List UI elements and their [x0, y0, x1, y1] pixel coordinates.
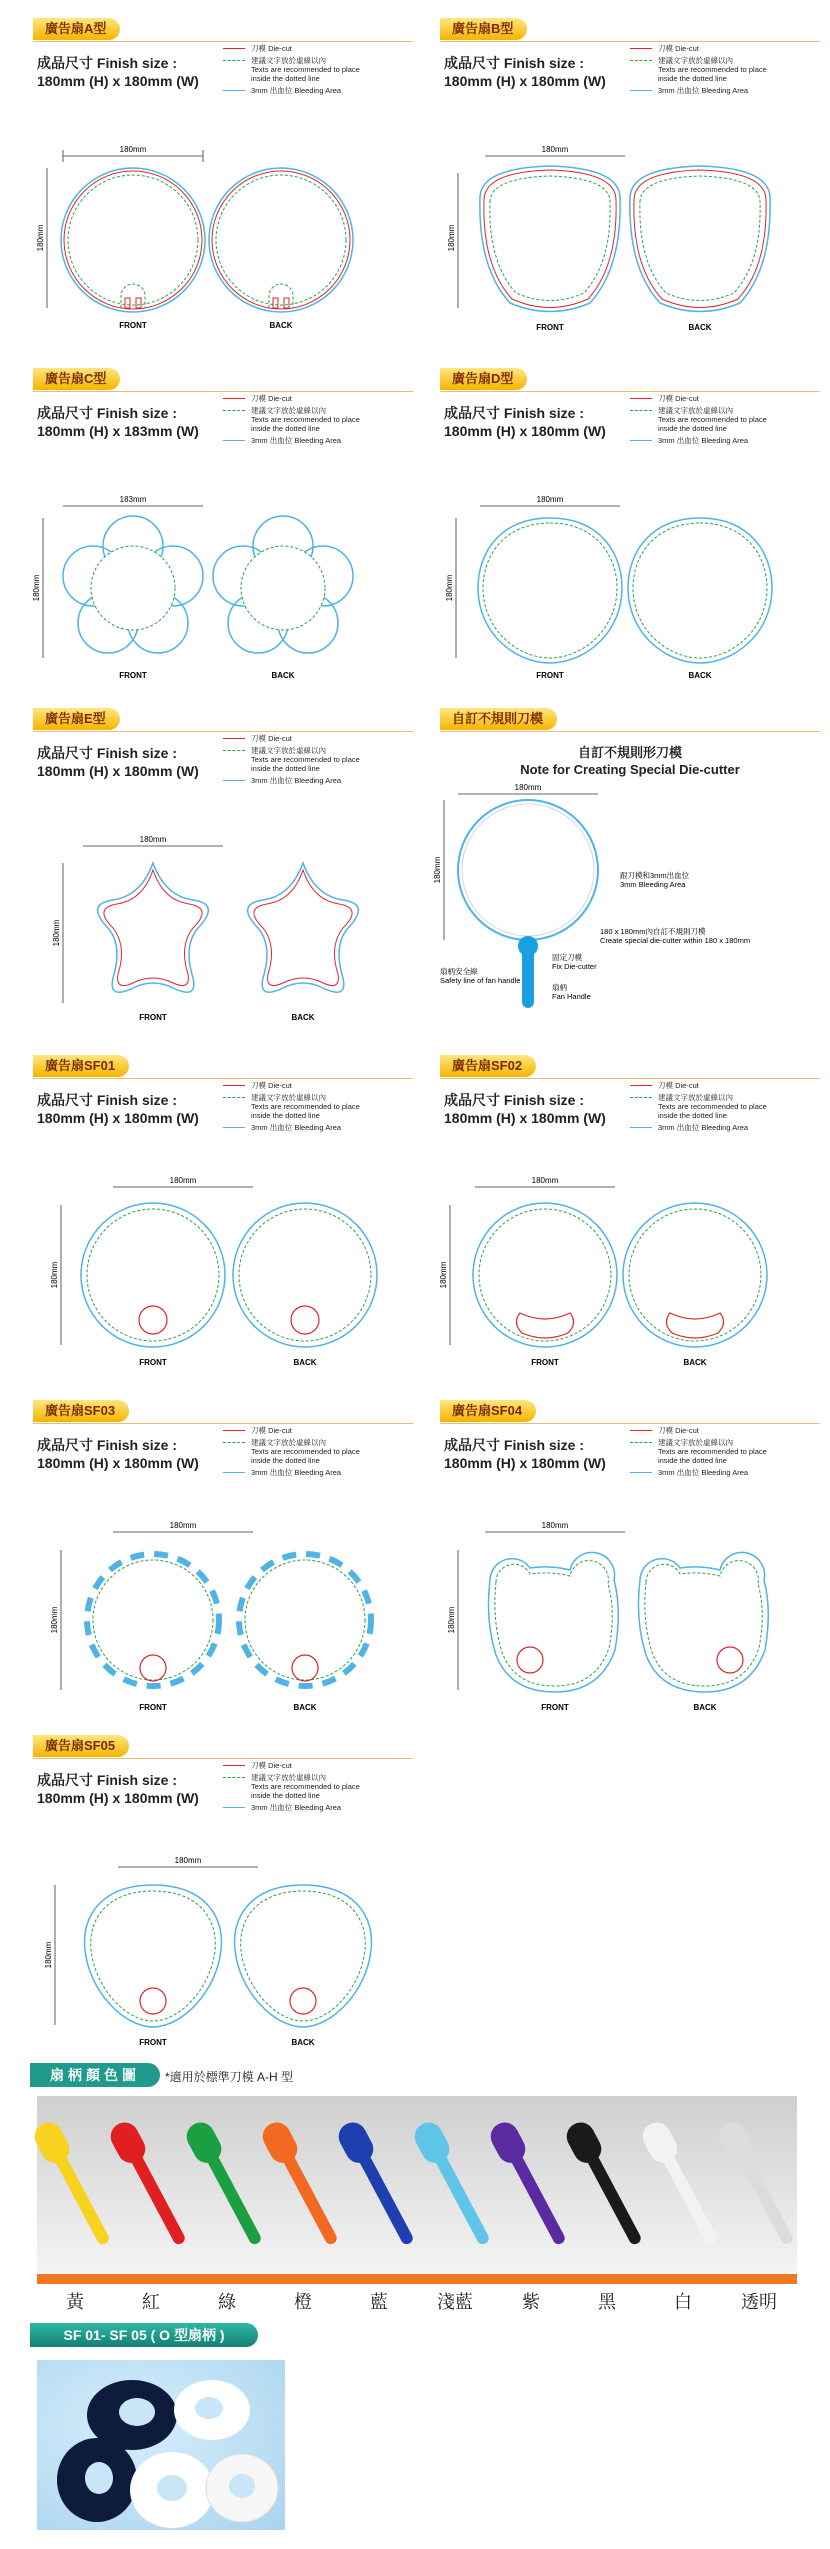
handle-colors-photo: [37, 2096, 797, 2274]
handle-swatch: [638, 2118, 726, 2250]
svg-text:180mm: 180mm: [536, 495, 564, 504]
svg-text:3mm Bleeding Area: 3mm Bleeding Area: [620, 880, 686, 889]
sf-handles-photo: [37, 2360, 285, 2530]
svg-text:Safety line of fan handle: Safety line of fan handle: [440, 976, 521, 985]
svg-text:BACK: BACK: [683, 1358, 707, 1367]
handle-swatch: [486, 2118, 574, 2250]
svg-text:180mm: 180mm: [36, 224, 45, 252]
legend: 刀模 Die-cut 建議文字放於虛線以內 Texts are recommended to place inside the dotted line 3mm 出血位 Bleeding Area: [223, 1761, 423, 1815]
svg-text:180mm: 180mm: [52, 919, 61, 947]
handle-color-label: 紅: [142, 2292, 160, 2312]
sf-handles-title: SF 01- SF 05 ( O 型扇柄 ): [30, 2323, 258, 2347]
handle-color-label: 橙: [294, 2292, 312, 2312]
diagram-a: [33, 88, 423, 353]
legend: 刀模 Die-cut 建議文字放於虛線以內 Texts are recommended to place inside the dotted line 3mm 出血位 Bleeding Area: [223, 1426, 423, 1480]
svg-text:180mm: 180mm: [514, 783, 542, 792]
panel-title: 廣告扇SF05: [33, 1735, 129, 1757]
finish-size: 成品尺寸 Finish size : 180mm (H) x 180mm (W): [444, 55, 606, 89]
finish-size: 成品尺寸 Finish size : 180mm (H) x 180mm (W): [37, 1772, 199, 1806]
svg-text:BACK: BACK: [269, 321, 293, 330]
handle-colors-note: *適用於標準刀模 A-H 型: [165, 2070, 294, 2084]
svg-text:180mm: 180mm: [50, 1606, 59, 1634]
svg-text:180mm: 180mm: [531, 1176, 559, 1185]
svg-text:BACK: BACK: [271, 671, 295, 680]
svg-text:FRONT: FRONT: [139, 1703, 167, 1712]
svg-text:180mm: 180mm: [433, 856, 442, 884]
legend: 刀模 Die-cut 建議文字放於虛線以內 Texts are recommended to place inside the dotted line 3mm 出血位 Bleeding Area: [630, 1081, 830, 1135]
handle-swatch: [410, 2118, 498, 2250]
svg-text:BACK: BACK: [693, 1703, 717, 1712]
panel-special-diecut: [433, 708, 830, 1048]
panel-title: 廣告扇C型: [33, 368, 120, 390]
legend: 刀模 Die-cut 建議文字放於虛線以內 Texts are recommended to place inside the dotted line 3mm 出血位 Bleeding Area: [630, 1426, 830, 1480]
diagram-sf05: [33, 1805, 423, 2070]
panel-fan-a: [33, 18, 423, 358]
finish-size: 成品尺寸 Finish size : 180mm (H) x 180mm (W): [37, 1437, 199, 1471]
legend: 刀模 Die-cut 建議文字放於虛線以內 Texts are recommended to place inside the dotted line 3mm 出血位 Bleeding Area: [223, 394, 423, 448]
handle-swatch: [562, 2118, 650, 2250]
panel-fan-e: [33, 708, 423, 1048]
panel-title: 廣告扇B型: [440, 18, 527, 40]
svg-text:180mm: 180mm: [541, 145, 569, 154]
svg-text:Create special die-cutter with: Create special die-cutter within 180 x 180mm: [600, 936, 751, 945]
handle-colors-title: 扇柄顏色圖: [30, 2063, 160, 2087]
svg-text:180mm: 180mm: [447, 1606, 456, 1634]
svg-text:FRONT: FRONT: [536, 671, 564, 680]
svg-text:180mm: 180mm: [169, 1176, 197, 1185]
svg-text:180mm: 180mm: [169, 1521, 197, 1530]
handle-swatch: [258, 2118, 346, 2250]
svg-text:BACK: BACK: [688, 323, 712, 332]
panel-fan-sf03: [33, 1400, 423, 1740]
svg-text:BACK: BACK: [293, 1358, 317, 1367]
panel-fan-c: [33, 368, 423, 708]
svg-text:FRONT: FRONT: [531, 1358, 559, 1367]
finish-size: 成品尺寸 Finish size : 180mm (H) x 180mm (W): [444, 405, 606, 439]
finish-size: 成品尺寸 Finish size : 180mm (H) x 180mm (W): [444, 1437, 606, 1471]
panel-title: 廣告扇SF04: [440, 1400, 536, 1422]
svg-text:180mm: 180mm: [44, 1941, 53, 1969]
handle-swatch: [106, 2118, 194, 2250]
orange-divider: [37, 2274, 797, 2284]
panel-fan-sf04: [440, 1400, 830, 1740]
handle-color-label: 綠: [218, 2292, 236, 2312]
svg-text:FRONT: FRONT: [139, 1358, 167, 1367]
handle-swatch: [182, 2118, 270, 2250]
finish-size: 成品尺寸 Finish size : 180mm (H) x 180mm (W): [37, 1092, 199, 1126]
panel-fan-sf01: [33, 1055, 423, 1395]
svg-text:FRONT: FRONT: [119, 671, 147, 680]
panel-fan-sf05: [33, 1735, 423, 2075]
svg-text:180mm: 180mm: [50, 1261, 59, 1289]
svg-text:180mm: 180mm: [445, 574, 454, 602]
diagram-sf01: [33, 1125, 423, 1390]
panel-fan-d: [440, 368, 830, 708]
legend: 刀模 Die-cut 建議文字放於虛線以內 Texts are recommended to place inside the dotted line 3mm 出血位 Bleeding Area: [223, 44, 423, 98]
svg-text:BACK: BACK: [291, 2038, 315, 2047]
diagram-d: [440, 438, 830, 703]
diagram-c: [33, 438, 423, 703]
diagram-sf03: [33, 1470, 423, 1735]
svg-text:180 x 180mm內自訂不規則刀模: 180 x 180mm內自訂不規則刀模: [600, 927, 706, 936]
handle-swatches: [37, 2096, 797, 2274]
panel-title: 廣告扇D型: [440, 368, 527, 390]
finish-size: 成品尺寸 Finish size : 180mm (H) x 183mm (W): [37, 405, 199, 439]
handle-color-label: 淺藍: [437, 2292, 473, 2312]
handle-color-label: 透明: [741, 2292, 777, 2312]
svg-text:180mm: 180mm: [32, 574, 41, 602]
svg-text:BACK: BACK: [688, 671, 712, 680]
legend: 刀模 Die-cut 建議文字放於虛線以內 Texts are recommended to place inside the dotted line 3mm 出血位 Bleeding Area: [630, 44, 830, 98]
svg-text:FRONT: FRONT: [536, 323, 564, 332]
panel-fan-sf02: [440, 1055, 830, 1395]
diagram-special: [433, 778, 830, 1043]
handle-color-label: 黑: [598, 2292, 616, 2312]
svg-text:FRONT: FRONT: [541, 1703, 569, 1712]
svg-text:扇柄: 扇柄: [552, 983, 567, 992]
svg-text:Fan Handle: Fan Handle: [552, 992, 591, 1001]
svg-text:FRONT: FRONT: [139, 1013, 167, 1022]
svg-text:180mm: 180mm: [447, 224, 456, 252]
svg-text:Fix Die-cutter: Fix Die-cutter: [552, 962, 597, 971]
svg-text:FRONT: FRONT: [139, 2038, 167, 2047]
svg-text:180mm: 180mm: [139, 835, 167, 844]
special-heading: 自訂不規則形刀模 Note for Creating Special Die-cutter: [520, 745, 740, 777]
handle-color-label: 白: [674, 2292, 692, 2312]
panel-title: 廣告扇SF03: [33, 1400, 129, 1422]
svg-text:跟刀模和3mm出血位: 跟刀模和3mm出血位: [620, 871, 690, 880]
panel-title: 廣告扇SF01: [33, 1055, 129, 1077]
svg-text:180mm: 180mm: [541, 1521, 569, 1530]
svg-text:180mm: 180mm: [439, 1261, 448, 1289]
panel-title: 廣告扇SF02: [440, 1055, 536, 1077]
legend: 刀模 Die-cut 建議文字放於虛線以內 Texts are recommended to place inside the dotted line 3mm 出血位 Bleeding Area: [223, 1081, 423, 1135]
panel-fan-b: [440, 18, 830, 358]
svg-text:180mm: 180mm: [174, 1856, 202, 1865]
panel-title: 廣告扇A型: [33, 18, 120, 40]
diagram-sf02: [440, 1125, 830, 1390]
svg-text:180mm: 180mm: [119, 145, 147, 154]
diagram-b: [440, 88, 830, 353]
svg-text:BACK: BACK: [293, 1703, 317, 1712]
svg-text:FRONT: FRONT: [119, 321, 147, 330]
panel-title: 廣告扇E型: [33, 708, 120, 730]
handle-color-label: 紫: [522, 2292, 540, 2312]
svg-text:BACK: BACK: [291, 1013, 315, 1022]
diagram-sf04: [440, 1470, 830, 1735]
diagram-e: [33, 778, 423, 1043]
finish-size: 成品尺寸 Finish size : 180mm (H) x 180mm (W): [444, 1092, 606, 1126]
handle-swatch: [714, 2118, 802, 2250]
legend: 刀模 Die-cut 建議文字放於虛線以內 Texts are recommended to place inside the dotted line 3mm 出血位 Bleeding Area: [223, 734, 423, 788]
handle-swatch: [334, 2118, 422, 2250]
handle-color-label: 黃: [66, 2292, 84, 2312]
handle-swatch: [30, 2118, 118, 2250]
svg-text:183mm: 183mm: [119, 495, 147, 504]
handle-color-label: 藍: [370, 2292, 388, 2312]
handle-color-labels: [37, 2288, 797, 2312]
panel-title: 自訂不規則刀模: [440, 708, 557, 730]
svg-text:扇柄安全線: 扇柄安全線: [440, 967, 478, 976]
finish-size: 成品尺寸 Finish size : 180mm (H) x 180mm (W): [37, 55, 199, 89]
legend: 刀模 Die-cut 建議文字放於虛線以內 Texts are recommended to place inside the dotted line 3mm 出血位 Bleeding Area: [630, 394, 830, 448]
svg-text:固定刀模: 固定刀模: [552, 953, 582, 962]
finish-size: 成品尺寸 Finish size : 180mm (H) x 180mm (W): [37, 745, 199, 779]
